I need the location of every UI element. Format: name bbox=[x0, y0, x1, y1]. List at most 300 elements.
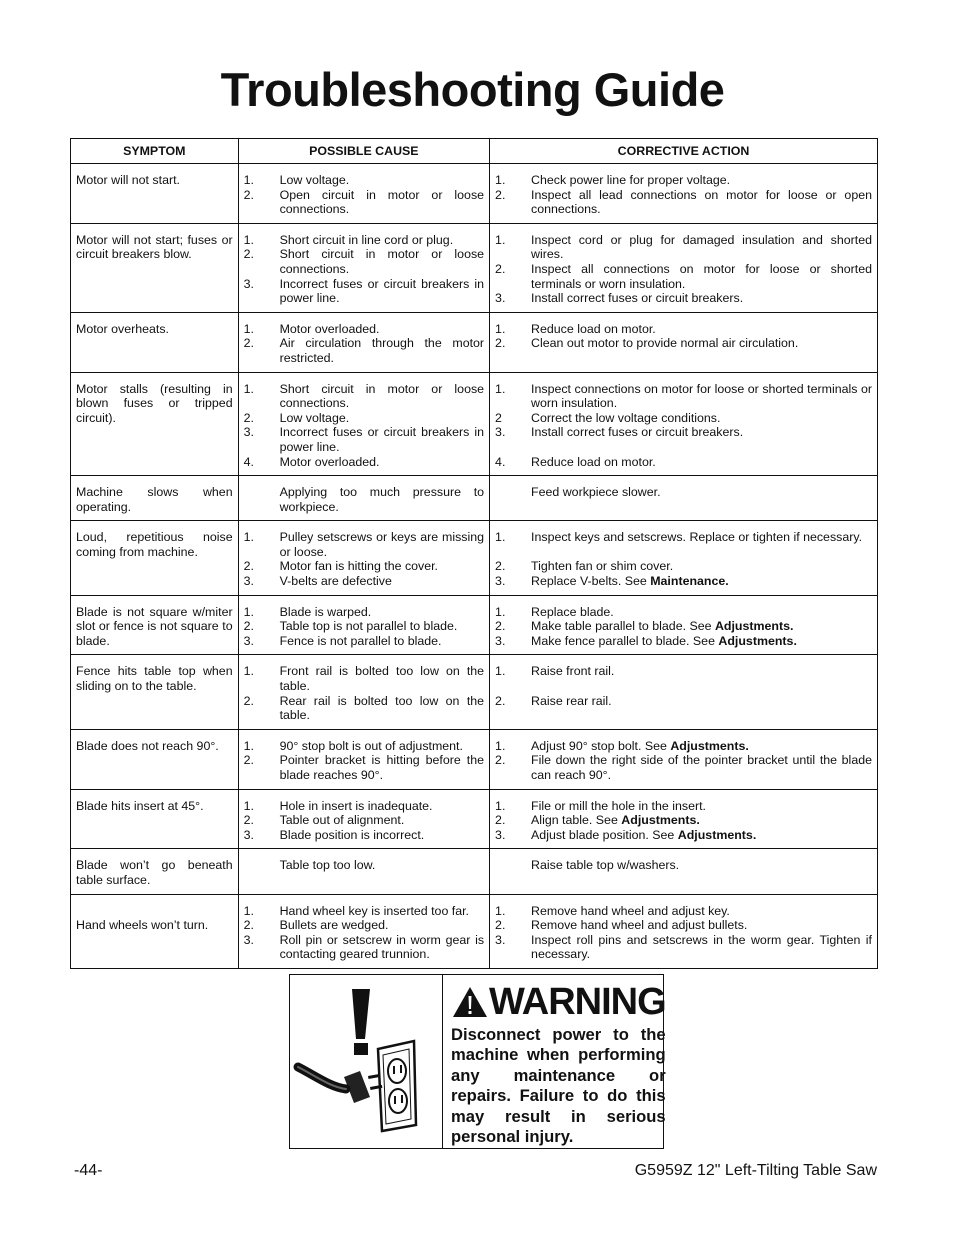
item-text bbox=[280, 247, 484, 276]
item-text-body: Pointer bracket is hitting before the blade reaches 90°. bbox=[279, 753, 485, 782]
action-item bbox=[495, 619, 872, 634]
item-text-body: Adjust 90° stop bolt. See bbox=[531, 738, 671, 753]
action-item bbox=[495, 739, 872, 754]
item-number: 2. bbox=[243, 813, 254, 828]
item-number: 1. bbox=[495, 798, 506, 813]
item-text-body: V-belts are defective bbox=[279, 574, 392, 589]
item-text-body: Raise rear rail. bbox=[531, 693, 612, 708]
item-text-body: Install correct fuses or circuit breakers. bbox=[531, 425, 744, 440]
item-text bbox=[531, 828, 872, 843]
item-text bbox=[531, 634, 872, 649]
item-number: 1. bbox=[243, 232, 254, 247]
action-item bbox=[495, 664, 872, 679]
item-text-body: Check power line for proper voltage. bbox=[531, 173, 731, 187]
action-item bbox=[495, 634, 872, 649]
item-text bbox=[280, 694, 484, 723]
cause-cell bbox=[238, 372, 489, 476]
item-text bbox=[280, 858, 484, 873]
cause-item bbox=[244, 425, 484, 454]
cause-item bbox=[244, 233, 484, 248]
table-row bbox=[71, 476, 878, 521]
cause-cell bbox=[238, 789, 489, 849]
action-cell bbox=[490, 894, 878, 968]
table-row bbox=[71, 223, 878, 312]
symptom-cell: Motor stalls (resulting in blown fuses or tripped circuit). bbox=[71, 372, 239, 476]
action-cell bbox=[490, 789, 878, 849]
action-item bbox=[495, 904, 872, 919]
page-number: -44- bbox=[74, 1162, 103, 1179]
item-text-body: Table out of alignment. bbox=[279, 813, 405, 828]
item-text bbox=[531, 574, 872, 589]
item-number: 2. bbox=[495, 619, 506, 634]
item-number: 1. bbox=[495, 321, 506, 336]
item-text-body: Incorrect fuses or circuit breakers in power line. bbox=[279, 276, 485, 306]
item-number: 2. bbox=[243, 559, 254, 574]
item-text bbox=[280, 233, 484, 248]
item-text bbox=[531, 188, 872, 217]
cause-item bbox=[244, 574, 484, 589]
item-text bbox=[531, 173, 872, 188]
cause-item bbox=[244, 277, 484, 306]
cause-item bbox=[244, 828, 484, 843]
action-item bbox=[495, 233, 872, 262]
cause-item bbox=[244, 619, 484, 634]
action-item bbox=[495, 173, 872, 188]
warning-content bbox=[443, 975, 673, 1148]
item-number: 2. bbox=[495, 187, 506, 202]
item-number: 1. bbox=[495, 381, 506, 396]
table-row bbox=[71, 655, 878, 729]
item-text-body: File or mill the hole in the insert. bbox=[531, 798, 706, 813]
item-text bbox=[531, 753, 872, 782]
item-text bbox=[280, 559, 484, 574]
action-item bbox=[495, 918, 872, 933]
item-text bbox=[280, 485, 484, 514]
action-cell bbox=[490, 223, 878, 312]
item-text-body: Front rail is bolted too low on the table. bbox=[279, 664, 485, 694]
item-text bbox=[531, 799, 872, 814]
item-text-body: Reduce load on motor. bbox=[531, 454, 656, 469]
table-row bbox=[71, 789, 878, 849]
item-text-body: Low voltage. bbox=[279, 410, 350, 425]
item-text bbox=[531, 619, 872, 634]
action-cell bbox=[490, 655, 878, 729]
action-item bbox=[495, 858, 872, 873]
item-text bbox=[280, 277, 484, 306]
cause-cell bbox=[238, 223, 489, 312]
item-text bbox=[531, 664, 872, 679]
action-item bbox=[495, 799, 872, 814]
table-row bbox=[71, 894, 878, 968]
item-text bbox=[531, 485, 872, 500]
symptom-cell: Blade is not square w/miter slot or fence is not square to blade. bbox=[71, 595, 239, 655]
symptom-cell: Blade won’t go beneath table surface. bbox=[71, 849, 239, 894]
symptom-cell: Motor will not start; fuses or circuit breakers blow. bbox=[71, 223, 239, 312]
item-text bbox=[531, 904, 872, 919]
symptom-cell: Fence hits table top when sliding on to the table. bbox=[71, 655, 239, 729]
item-text-body: Fence is not parallel to blade. bbox=[279, 633, 442, 648]
item-number: 2. bbox=[495, 693, 506, 708]
cause-item bbox=[244, 739, 484, 754]
item-number: 3. bbox=[495, 633, 506, 648]
warning-box bbox=[289, 974, 664, 1149]
electrical-outlet-plug-icon bbox=[290, 975, 442, 1147]
item-number: 2. bbox=[495, 336, 506, 351]
item-text bbox=[280, 336, 484, 365]
item-text-body: Raise front rail. bbox=[531, 664, 615, 679]
item-number: 3. bbox=[243, 276, 254, 291]
cause-item bbox=[244, 559, 484, 574]
item-text-body: Inspect connections on motor for loose or shorted terminals or worn insulation. bbox=[531, 381, 872, 411]
item-text-body: Hand wheel key is inserted too far. bbox=[279, 903, 469, 918]
cause-item bbox=[244, 634, 484, 649]
item-number: 3. bbox=[243, 574, 254, 589]
item-text-body: Bullets are wedged. bbox=[279, 918, 389, 933]
cause-item bbox=[244, 858, 484, 873]
item-text bbox=[280, 813, 484, 828]
action-item bbox=[495, 694, 872, 709]
cause-item bbox=[244, 918, 484, 933]
item-text-body: Pulley setscrews or keys are missing or loose. bbox=[279, 530, 485, 559]
action-item bbox=[495, 455, 872, 470]
section-reference: Adjustments. bbox=[718, 633, 797, 648]
item-number: 2. bbox=[243, 187, 254, 202]
item-text bbox=[280, 799, 484, 814]
item-number: 1. bbox=[495, 738, 506, 753]
troubleshooting-table bbox=[70, 138, 878, 969]
action-cell bbox=[490, 476, 878, 521]
item-text bbox=[531, 605, 872, 620]
cause-item bbox=[244, 605, 484, 620]
item-number: 2. bbox=[243, 753, 254, 768]
table-header-row bbox=[71, 139, 878, 164]
page-title: Troubleshooting Guide bbox=[220, 63, 725, 116]
item-number: 1. bbox=[495, 604, 506, 619]
item-text-body: Blade position is incorrect. bbox=[279, 827, 425, 842]
item-text bbox=[280, 425, 484, 454]
item-number: 1. bbox=[243, 604, 254, 619]
action-cell bbox=[490, 164, 878, 224]
item-text bbox=[280, 828, 484, 843]
item-number: 2. bbox=[243, 410, 254, 425]
item-text-body: Install correct fuses or circuit breakers. bbox=[531, 291, 744, 306]
item-text-body: 90° stop bolt is out of adjustment. bbox=[279, 738, 463, 753]
item-number: 2. bbox=[495, 261, 506, 276]
item-number: 2. bbox=[495, 753, 506, 768]
item-text-body: Open circuit in motor or loose connections. bbox=[279, 187, 485, 217]
item-text bbox=[280, 753, 484, 782]
item-text-body: Low voltage. bbox=[279, 173, 350, 187]
header-corrective-action: CORRECTIVE ACTION bbox=[490, 139, 878, 164]
cause-item bbox=[244, 188, 484, 217]
item-number: 2. bbox=[243, 619, 254, 634]
warning-illustration bbox=[290, 975, 443, 1148]
action-item bbox=[495, 336, 872, 351]
item-number: 2 bbox=[495, 410, 502, 425]
item-text-body: Motor overloaded. bbox=[279, 321, 380, 336]
spacer bbox=[495, 679, 872, 694]
item-text bbox=[280, 188, 484, 217]
item-number: 2. bbox=[243, 247, 254, 262]
cause-item bbox=[244, 411, 484, 426]
cause-item bbox=[244, 173, 484, 188]
item-text-body: Motor fan is hitting the cover. bbox=[279, 559, 438, 574]
action-item bbox=[495, 933, 872, 962]
action-item bbox=[495, 425, 872, 440]
table-row bbox=[71, 164, 878, 224]
item-text-body: Inspect cord or plug for damaged insulation and shorted wires. bbox=[531, 232, 872, 262]
item-text bbox=[531, 694, 872, 709]
item-text-body: Incorrect fuses or circuit breakers in power line. bbox=[279, 425, 485, 454]
cause-cell bbox=[238, 312, 489, 372]
item-text bbox=[280, 634, 484, 649]
item-text bbox=[280, 605, 484, 620]
item-text-body: Applying too much pressure to workpiece. bbox=[279, 485, 485, 514]
action-item bbox=[495, 322, 872, 337]
item-number: 1. bbox=[243, 381, 254, 396]
item-number: 1. bbox=[495, 903, 506, 918]
cause-cell bbox=[238, 476, 489, 521]
item-number bbox=[244, 858, 280, 873]
item-text-body: Roll pin or setscrew in worm gear is contacting geared trunnion. bbox=[279, 932, 485, 962]
table-row bbox=[71, 729, 878, 789]
item-text bbox=[531, 411, 872, 426]
item-text bbox=[280, 382, 484, 411]
section-reference: Adjustments. bbox=[714, 619, 794, 634]
item-text bbox=[531, 813, 872, 828]
cause-cell bbox=[238, 164, 489, 224]
action-item bbox=[495, 813, 872, 828]
item-number: 3. bbox=[495, 291, 506, 306]
cause-cell bbox=[238, 595, 489, 655]
item-text bbox=[280, 322, 484, 337]
item-text-body: Tighten fan or shim cover. bbox=[531, 559, 674, 574]
symptom-cell: Hand wheels won’t turn. bbox=[71, 894, 239, 968]
item-number: 3. bbox=[243, 633, 254, 648]
item-text bbox=[280, 455, 484, 470]
item-number: 3. bbox=[243, 425, 254, 440]
cause-item bbox=[244, 382, 484, 411]
table-row bbox=[71, 849, 878, 894]
item-text bbox=[531, 858, 872, 873]
item-number: 1. bbox=[495, 530, 506, 545]
cause-item bbox=[244, 664, 484, 693]
warning-heading bbox=[451, 981, 666, 1023]
item-number: 4. bbox=[495, 454, 506, 469]
cause-cell bbox=[238, 655, 489, 729]
item-text-body: Short circuit in motor or loose connections. bbox=[279, 247, 485, 276]
item-text-body: Remove hand wheel and adjust bullets. bbox=[531, 918, 748, 933]
action-item bbox=[495, 574, 872, 589]
symptom-cell: Motor will not start. bbox=[71, 164, 239, 224]
item-text-body: Inspect roll pins and setscrews in the worm gear. Tighten if necessary. bbox=[531, 932, 872, 962]
cause-item bbox=[244, 933, 484, 962]
item-text bbox=[531, 559, 872, 574]
cause-item bbox=[244, 694, 484, 723]
item-number: 3. bbox=[243, 827, 254, 842]
table-row bbox=[71, 372, 878, 476]
item-text-body: Adjust blade position. See bbox=[531, 827, 678, 842]
item-text-body: Hole in insert is inadequate. bbox=[279, 798, 433, 813]
item-text-body: Replace blade. bbox=[531, 604, 614, 619]
symptom-cell: Blade does not reach 90°. bbox=[71, 729, 239, 789]
item-text bbox=[531, 291, 872, 306]
cause-cell bbox=[238, 849, 489, 894]
item-number: 1. bbox=[243, 173, 254, 187]
item-number: 2. bbox=[495, 559, 506, 574]
symptom-cell: Blade hits insert at 45°. bbox=[71, 789, 239, 849]
item-number: 3. bbox=[243, 932, 254, 947]
item-text-body: Blade is warped. bbox=[279, 604, 372, 619]
item-number bbox=[244, 485, 280, 514]
item-text-body: Feed workpiece slower. bbox=[531, 485, 661, 500]
item-number: 3. bbox=[495, 932, 506, 947]
item-number: 1. bbox=[243, 321, 254, 336]
cause-item bbox=[244, 813, 484, 828]
action-item bbox=[495, 382, 872, 411]
item-text-body: Air circulation through the motor restricted. bbox=[279, 336, 485, 365]
symptom-cell: Machine slows when operating. bbox=[71, 476, 239, 521]
table-row bbox=[71, 521, 878, 595]
action-cell bbox=[490, 312, 878, 372]
item-text bbox=[280, 739, 484, 754]
cause-item bbox=[244, 485, 484, 514]
action-cell bbox=[490, 729, 878, 789]
item-number: 1. bbox=[495, 664, 506, 679]
table-row bbox=[71, 595, 878, 655]
header-symptom: SYMPTOM bbox=[71, 139, 239, 164]
manual-title: G5959Z 12" Left-Tilting Table Saw bbox=[634, 1162, 877, 1179]
item-text-body: Make fence parallel to blade. See bbox=[531, 633, 719, 648]
item-text bbox=[280, 933, 484, 962]
item-text bbox=[531, 933, 872, 962]
item-text bbox=[280, 411, 484, 426]
item-number: 1. bbox=[243, 738, 254, 753]
item-text bbox=[280, 574, 484, 589]
item-text bbox=[531, 262, 872, 291]
item-text-body: File down the right side of the pointer bracket until the blade can reach 90°. bbox=[531, 753, 872, 782]
item-text-body: Reduce load on motor. bbox=[531, 321, 656, 336]
item-text-body: Correct the low voltage conditions. bbox=[531, 410, 721, 425]
item-number bbox=[495, 485, 531, 500]
cause-item bbox=[244, 336, 484, 365]
item-number: 3. bbox=[495, 425, 506, 440]
cause-cell bbox=[238, 894, 489, 968]
item-text bbox=[531, 336, 872, 351]
header-possible-cause: POSSIBLE CAUSE bbox=[238, 139, 489, 164]
action-item bbox=[495, 291, 872, 306]
item-text-body: Table top too low. bbox=[279, 858, 376, 873]
item-number: 1. bbox=[495, 173, 506, 187]
item-text bbox=[531, 918, 872, 933]
item-text-body: Replace V-belts. See bbox=[531, 574, 651, 589]
item-text bbox=[531, 455, 872, 470]
action-cell bbox=[490, 595, 878, 655]
action-item bbox=[495, 262, 872, 291]
item-text-body: Inspect all lead connections on motor for loose or open connections. bbox=[531, 187, 872, 217]
item-number: 3. bbox=[495, 574, 506, 589]
cause-cell bbox=[238, 729, 489, 789]
symptom-cell: Motor overheats. bbox=[71, 312, 239, 372]
item-text bbox=[280, 664, 484, 693]
item-text bbox=[531, 382, 872, 411]
section-reference: Adjustments. bbox=[621, 813, 700, 828]
cause-item bbox=[244, 455, 484, 470]
section-reference: Maintenance. bbox=[650, 574, 729, 589]
item-text-body: Motor overloaded. bbox=[279, 454, 380, 469]
item-number: 2. bbox=[243, 693, 254, 708]
item-text bbox=[280, 904, 484, 919]
warning-triangle-icon bbox=[451, 985, 489, 1019]
item-number: 2. bbox=[495, 918, 506, 933]
section-reference: Adjustments. bbox=[670, 738, 749, 753]
item-number: 1. bbox=[243, 903, 254, 918]
warning-message: Disconnect power to the machine when performing any maintenance or repairs. Failure to do this may result in serious personal injury. bbox=[451, 1025, 666, 1147]
item-text bbox=[280, 530, 484, 559]
table-body bbox=[71, 164, 878, 969]
item-text bbox=[280, 173, 484, 188]
symptom-cell: Loud, repetitious noise coming from machine. bbox=[71, 521, 239, 595]
item-text-body: Align table. See bbox=[531, 813, 622, 828]
item-number: 4. bbox=[243, 454, 254, 469]
item-text bbox=[531, 739, 872, 754]
item-text bbox=[531, 425, 872, 440]
action-cell bbox=[490, 372, 878, 476]
action-item bbox=[495, 828, 872, 843]
action-cell bbox=[490, 849, 878, 894]
action-cell bbox=[490, 521, 878, 595]
item-text-body: Short circuit in motor or loose connections. bbox=[279, 381, 485, 411]
item-text bbox=[531, 530, 872, 545]
item-number: 2. bbox=[243, 336, 254, 351]
cause-item bbox=[244, 799, 484, 814]
item-number: 2. bbox=[495, 813, 506, 828]
item-text-body: Short circuit in line cord or plug. bbox=[279, 232, 454, 247]
item-text bbox=[531, 233, 872, 262]
item-number: 1. bbox=[495, 232, 506, 247]
item-text-body: Remove hand wheel and adjust key. bbox=[531, 903, 730, 918]
action-item bbox=[495, 411, 872, 426]
item-number: 2. bbox=[243, 918, 254, 933]
item-text-body: Raise table top w/washers. bbox=[531, 858, 680, 873]
action-item bbox=[495, 559, 872, 574]
spacer bbox=[495, 440, 872, 455]
item-text-body: Table top is not parallel to blade. bbox=[279, 619, 458, 634]
item-text-body: Clean out motor to provide normal air circulation. bbox=[531, 336, 799, 351]
item-number: 1. bbox=[243, 798, 254, 813]
cause-item bbox=[244, 322, 484, 337]
action-item bbox=[495, 188, 872, 217]
action-item bbox=[495, 485, 872, 500]
item-number: 1. bbox=[243, 664, 254, 679]
spacer bbox=[495, 545, 872, 560]
item-text-body: Make table parallel to blade. See bbox=[531, 619, 715, 634]
warning-heading-text: WARNING bbox=[489, 981, 666, 1023]
section-reference: Adjustments. bbox=[677, 827, 757, 842]
action-item bbox=[495, 530, 872, 545]
cause-item bbox=[244, 247, 484, 276]
action-item bbox=[495, 753, 872, 782]
item-number: 1. bbox=[243, 530, 254, 545]
cause-item bbox=[244, 753, 484, 782]
action-item bbox=[495, 605, 872, 620]
item-number bbox=[495, 858, 531, 873]
cause-cell bbox=[238, 521, 489, 595]
item-text bbox=[280, 918, 484, 933]
item-text-body: Inspect keys and setscrews. Replace or tighten if necessary. bbox=[531, 530, 863, 545]
item-text-body: Rear rail is bolted too low on the table. bbox=[279, 693, 485, 723]
item-number: 3. bbox=[495, 827, 506, 842]
